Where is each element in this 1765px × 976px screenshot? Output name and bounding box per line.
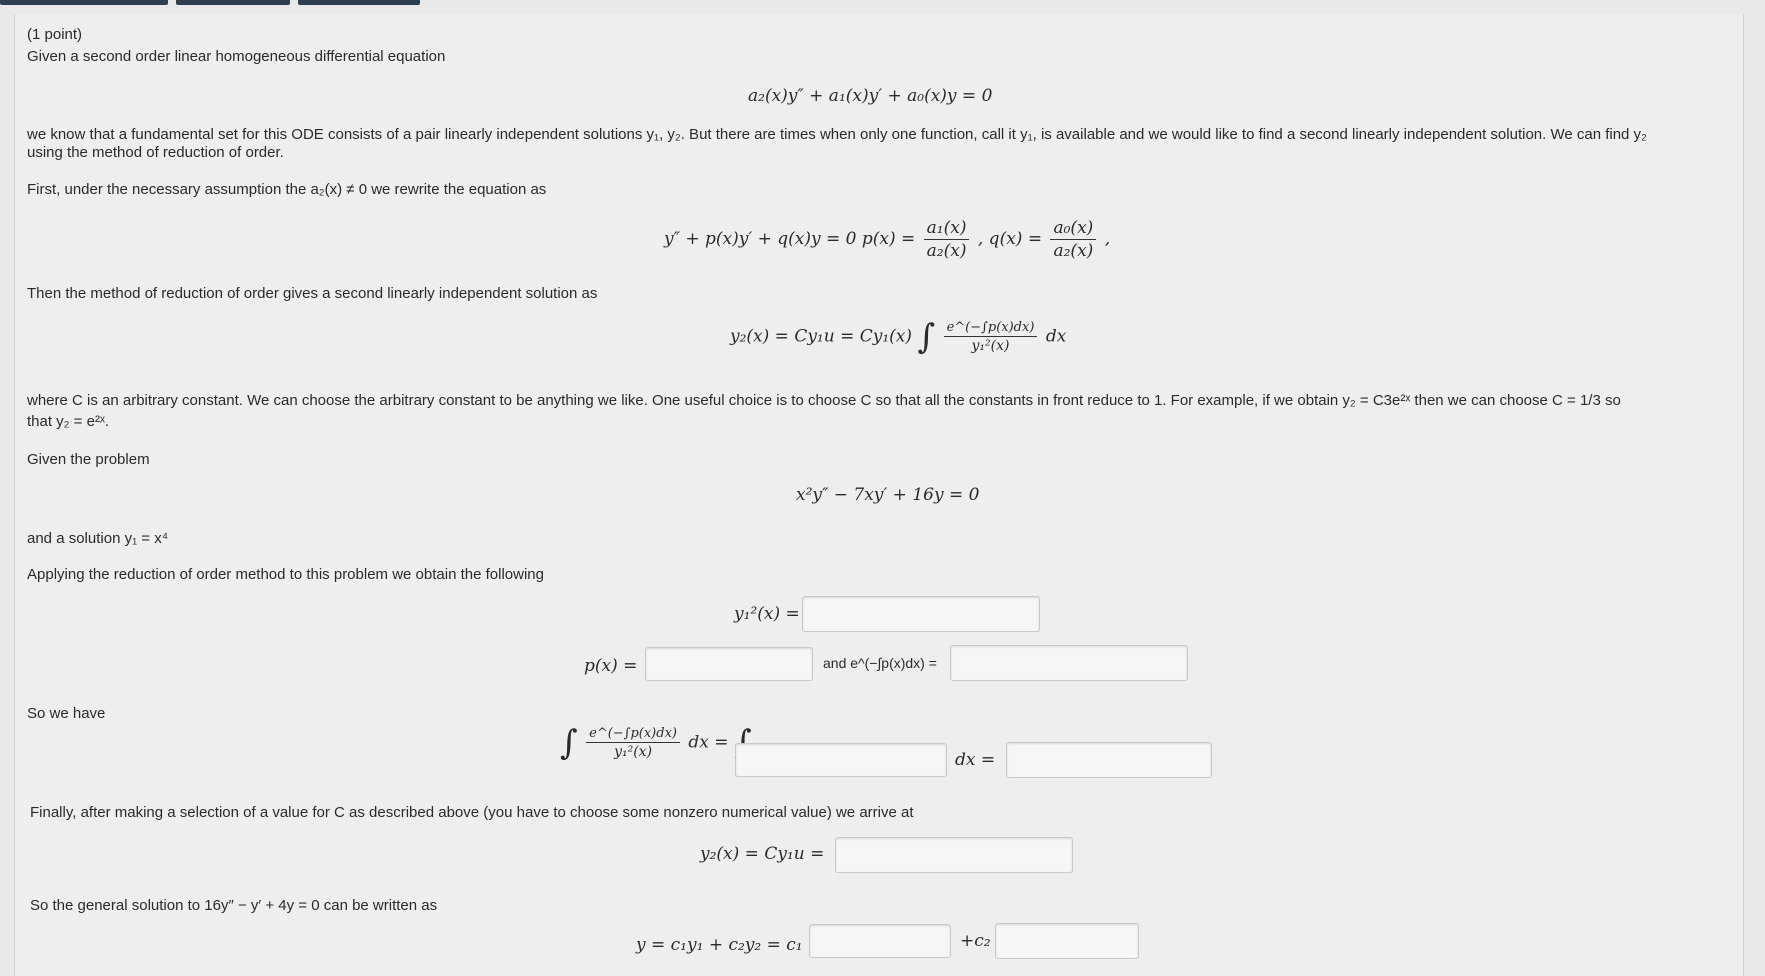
y2-final-label: y₂(x) = Cy₁u =: [700, 844, 825, 864]
standard-form-left: y″ + p(x)y′ + q(x)y = 0 p(x) =: [664, 229, 916, 249]
intro-text: Given a second order linear homogeneous differential equation: [27, 48, 446, 65]
integral-y1sq-denominator: y₁²(x): [614, 744, 653, 760]
integral-dx-equals: dx =: [955, 750, 996, 770]
integral-fraction: [586, 726, 680, 760]
paragraph-constant-choice: where C is an arbitrary constant. We can choose the arbitrary constant to be anything we like. One useful choice is to choose C so that all the constants in front reduce to 1. For example, if we obtain y₂ = C3e²ˣ then we can choose C = 1/3 so: [27, 392, 1621, 409]
applying-text: Applying the reduction of order method to this problem we obtain the following: [27, 566, 544, 583]
integral-sign: ∫: [917, 317, 936, 357]
paragraph-fundamental-set-cont: using the method of reduction of order.: [27, 144, 284, 161]
paragraph-constant-choice-cont: that y₂ = e²ˣ.: [27, 413, 110, 430]
integral-result-input[interactable]: [1006, 742, 1212, 778]
plus-c2-label: +c₂: [960, 931, 991, 951]
y1sq-denominator: y₁²(x): [971, 338, 1010, 354]
top-tab-strip: [0, 0, 1765, 5]
tab-1[interactable]: [0, 0, 168, 5]
main-equation: a₂(x)y″ + a₁(x)y′ + a₀(x)y = 0: [748, 86, 993, 106]
reduction-fraction: [944, 320, 1038, 354]
y1-squared-input[interactable]: [802, 596, 1040, 632]
p-fraction: [924, 218, 970, 261]
tab-2[interactable]: [176, 0, 290, 5]
q-fraction: [1050, 218, 1096, 261]
q-numerator: a₀(x): [1050, 218, 1096, 240]
y1-squared-label: y₁²(x) =: [734, 604, 800, 624]
paragraph-reduction: Then the method of reduction of order gives a second linearly independent solution as: [27, 285, 598, 302]
paragraph-fundamental-set: we know that a fundamental set for this ODE consists of a pair linearly independent solutions y₁, y₂. But there are times when only one function, call it y₁, is available and we would like to find a second linearly independent solution. We can find y₂: [27, 126, 1647, 143]
y2-final-input[interactable]: [835, 837, 1073, 873]
c1-term-input[interactable]: [809, 924, 951, 958]
tab-3[interactable]: [298, 0, 420, 5]
q-label: , q(x) =: [977, 229, 1043, 249]
dx-label: dx: [1045, 326, 1067, 347]
points-label: (1 point): [27, 26, 83, 43]
finally-text: Finally, after making a selection of a value for C as described above (you have to choose some nonzero numerical value) we arrive at: [30, 804, 914, 821]
integral-dx: dx: [688, 732, 709, 753]
integral-exp-numerator: e^(−∫p(x)dx): [586, 726, 680, 743]
given-problem-text: Given the problem: [27, 451, 150, 468]
q-denominator: a₂(x): [1053, 241, 1094, 261]
y2-formula-left: y₂(x) = Cy₁u = Cy₁(x): [730, 326, 913, 347]
c2-term-input[interactable]: [995, 923, 1139, 959]
so-we-have-text: So we have: [27, 705, 106, 722]
solution-text: and a solution y₁ = x⁴: [27, 530, 169, 547]
p-x-label: p(x) =: [584, 656, 638, 676]
exp-integral-input[interactable]: [950, 645, 1188, 681]
general-solution-equation: y = c₁y₁ + c₂y₂ = c₁: [636, 935, 803, 955]
p-denominator: a₂(x): [926, 241, 967, 261]
problem-equation: x²y″ − 7xy′ + 16y = 0: [796, 485, 980, 505]
q-end: ,: [1104, 229, 1111, 249]
reduction-formula: [730, 317, 1067, 357]
general-solution-text: So the general solution to 16y″ − y′ + 4y = 0 can be written as: [30, 897, 438, 914]
exp-integral-label: and e^(−∫p(x)dx) =: [823, 655, 937, 671]
exp-numerator: e^(−∫p(x)dx): [944, 320, 1038, 337]
standard-form-equation: [664, 218, 1110, 261]
integral-sign-left: ∫: [560, 723, 578, 763]
p-x-input[interactable]: [645, 647, 813, 681]
integral-expression: ∫ $\frac{e\^{}(-\int p(x)dx)}{\text{y₁²(x)}}$ dx =: [560, 726, 752, 760]
integrand-input[interactable]: [735, 743, 947, 777]
p-numerator: a₁(x): [924, 218, 970, 240]
paragraph-assumption: First, under the necessary assumption the a₂(x) ≠ 0 we rewrite the equation as: [27, 181, 547, 198]
